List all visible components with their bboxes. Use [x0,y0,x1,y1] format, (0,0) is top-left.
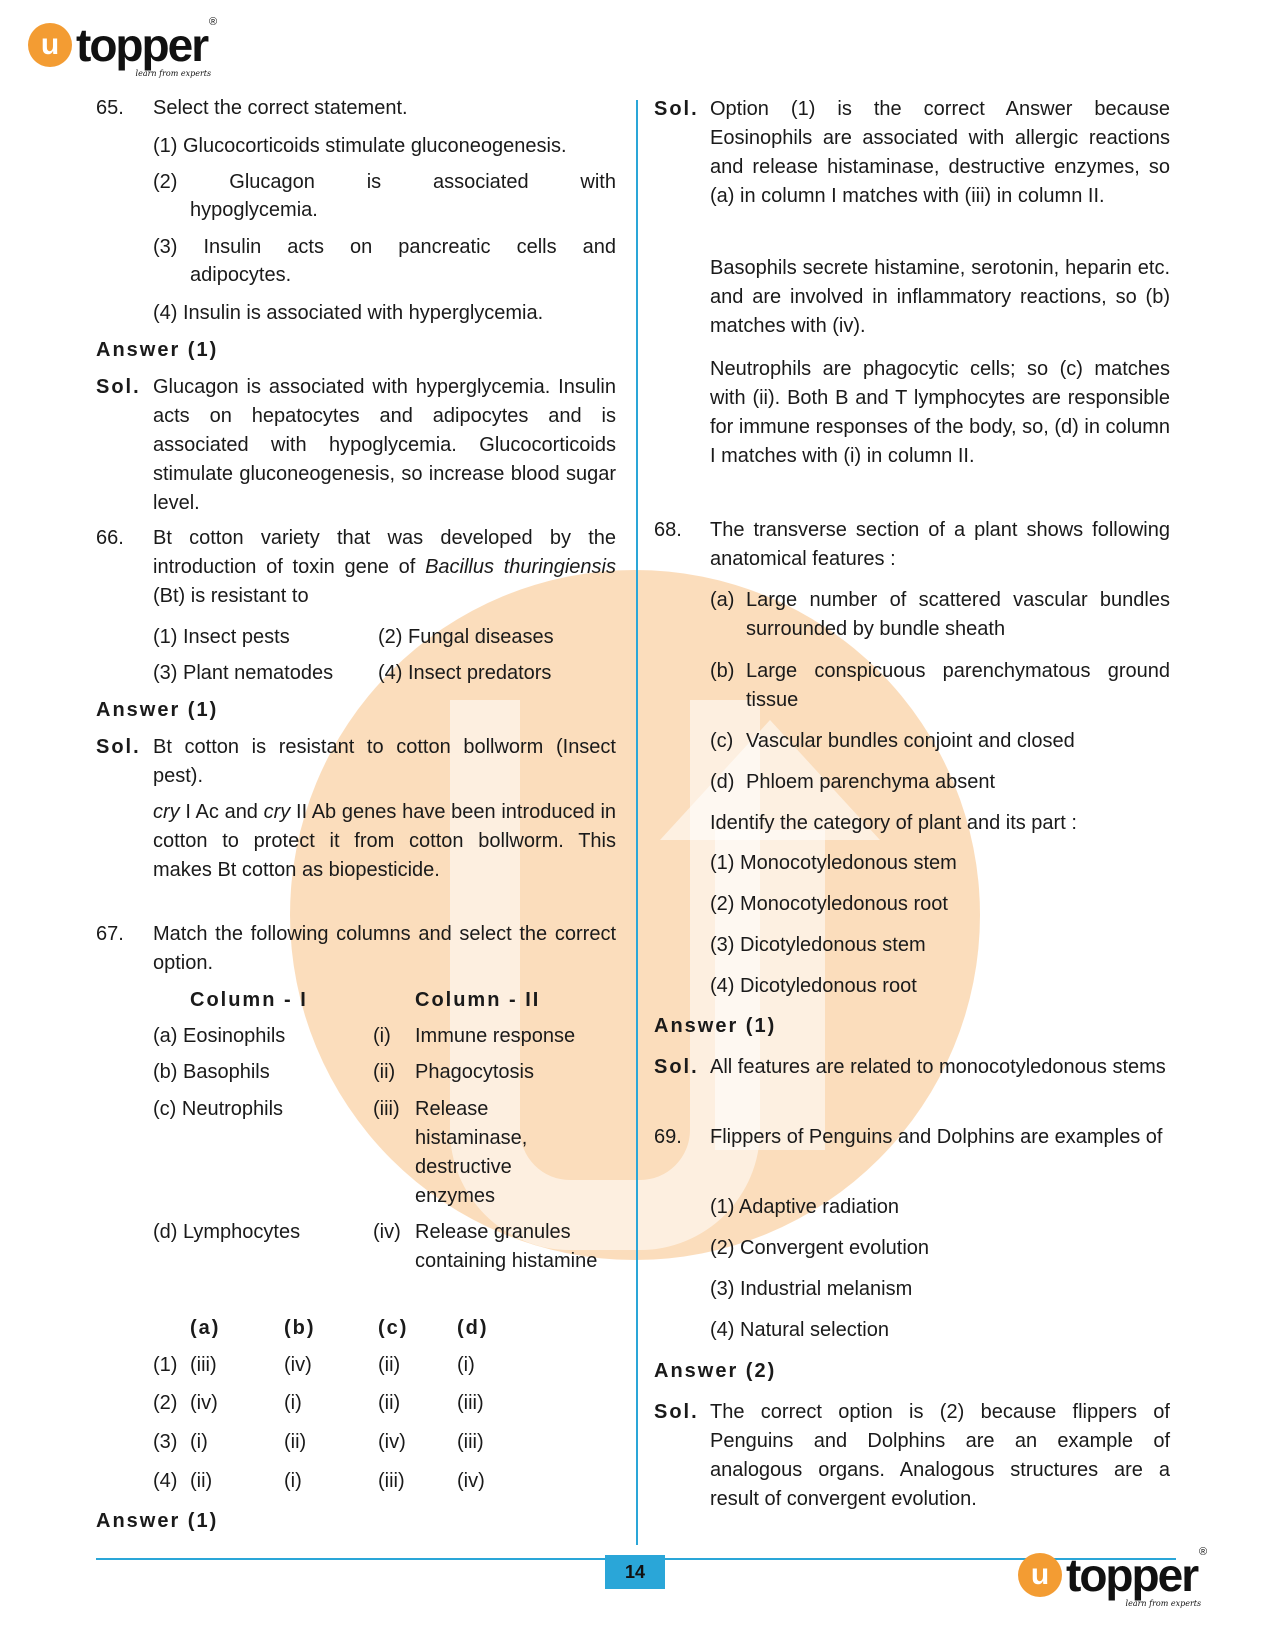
right-column [638,0,1275,1540]
q69-option-4: (4) Natural selection [710,1319,889,1341]
q67-row-d-right: Release granules containing histamine [415,1221,598,1272]
left-column [0,0,636,1540]
q67-opt2-c: (ii) [378,1392,401,1414]
q66-answer: Answer (1) [96,699,219,721]
page-number: 14 [605,1555,665,1589]
q66-number: 66. [96,527,124,549]
q68-question: The transverse section of a plant shows following anatomical features : [710,519,1170,570]
q68-feature-c-label: (c) [710,730,734,752]
footer-logo-tagline: learn from experts [1125,1599,1202,1608]
q67-opt-header-a: (a) [190,1317,221,1339]
q66-solution-2 [153,798,616,885]
q69-answer: Answer (2) [654,1360,777,1382]
q69-number: 69. [654,1126,682,1148]
q67-opt3-b: (ii) [284,1431,307,1453]
q65-question: Select the correct statement. [153,97,408,119]
q66-option-1: (1) Insect pests [153,626,290,648]
q66-cry-1: cry [153,801,180,823]
q67-opt4-b: (i) [284,1470,302,1492]
q66-question-part2: (Bt) is resistant to [153,585,309,607]
q65-option-2-line1: (2) Glucagon is associated with [153,171,616,193]
q66-species: Bacillus thuringiensis [425,556,616,578]
q69-option-2: (2) Convergent evolution [710,1237,930,1259]
q67-row-b-left: (b) Basophils [153,1061,270,1083]
q68-feature-d-label: (d) [710,771,735,793]
logo-registered-mark: ® [209,16,218,28]
q67-opt4-num: (4) [153,1470,178,1492]
q66-solution-1: Bt cotton is resistant to cotton bollworm (Insect pest). [153,736,616,787]
q67-row-d-roman: (iv) [373,1221,401,1243]
q67-opt1-num: (1) [153,1354,178,1376]
q68-option-4: (4) Dicotyledonous root [710,975,917,997]
q68-feature-c: Vascular bundles conjoint and closed [746,730,1075,752]
q69-option-3: (3) Industrial melanism [710,1278,913,1300]
footer-logo-u-icon: u [1018,1553,1062,1597]
q68-feature-a-label: (a) [710,589,735,611]
q69-option-1: (1) Adaptive radiation [710,1196,900,1218]
q65-solution: Glucagon is associated with hyperglycemia. Insulin acts on hepatocytes and adipocytes and is associated with hypoglycemia. Glucocorticoids stimulate gluconeogenesis, so increase blood sugar level. [153,376,616,514]
q67-sol-label: Sol. [654,98,699,120]
q67-opt-header-d: (d) [457,1317,489,1339]
q66-cry-2: cry [263,801,291,823]
q67-row-d-left: (d) Lymphocytes [153,1221,301,1243]
q65-answer: Answer (1) [96,339,219,361]
q65-option-2-line2: hypoglycemia. [190,199,318,221]
q68-sol-label: Sol. [654,1056,699,1078]
q67-opt2-b: (i) [284,1392,302,1414]
q67-opt2-d: (iii) [457,1392,484,1414]
q66-sol2-part2: II Ab genes have been introduced in cotton to protect it from cotton bollworm. This makes Bt cotton as biopesticide. [153,801,617,881]
q66-sol-label: Sol. [96,736,141,758]
q68-feature-b-label: (b) [710,660,735,682]
q66-option-3: (3) Plant nematodes [153,662,334,684]
q67-opt4-a: (ii) [190,1470,213,1492]
q66-question-part1: Bt cotton variety that was developed by the introduction of toxin gene of [153,527,616,578]
q68-option-2: (2) Monocotyledonous root [710,893,948,915]
q65-option-3-line2: adipocytes. [190,264,292,286]
logo-u-icon: u [28,23,72,67]
q67-row-a-left: (a) Eosinophils [153,1025,286,1047]
q67-row-b-right: Phagocytosis [415,1061,534,1083]
q67-opt3-c: (iv) [378,1431,406,1453]
q67-opt3-num: (3) [153,1431,178,1453]
q67-solution-3: Neutrophils are phagocytic cells; so (c) matches with (ii). Both B and T lymphocytes are responsible for immune responses of the body, so, (d) in column I matches with (i) in column II. [710,358,1170,467]
q67-row-c-left: (c) Neutrophils [153,1098,284,1120]
q67-opt3-d: (iii) [457,1431,484,1453]
q67-answer: Answer (1) [96,1510,219,1532]
q68-feature-b: Large conspicuous parenchymatous ground tissue [746,660,1170,711]
q65-option-2 [153,168,616,197]
q67-row-c-roman: (iii) [373,1098,400,1120]
q68-solution: All features are related to monocotyledonous stems [710,1056,1166,1078]
q65-sol-label: Sol. [96,376,141,398]
q67-opt-header-c: (c) [378,1317,409,1339]
footer-logo-name: topper [1066,1549,1198,1601]
q67-row-a-roman: (i) [373,1025,391,1047]
logo-name: topper [76,19,208,71]
q69-sol-label: Sol. [654,1401,699,1423]
q65-option-1: (1) Glucocorticoids stimulate gluconeogenesis. [153,135,567,157]
q67-solution-2: Basophils secrete histamine, serotonin, heparin etc. and are involved in inflammatory reactions, so (b) matches with (iv). [710,257,1170,337]
q67-opt1-c: (ii) [378,1354,401,1376]
q67-solution-1: Option (1) is the correct Answer because Eosinophils are associated with allergic reactions and release histaminase, destructive enzymes, so (a) in column I matches with (iii) in column II. [710,98,1170,207]
logo-tagline: learn from experts [135,69,212,78]
q67-opt4-c: (iii) [378,1470,405,1492]
q67-question: Match the following columns and select the correct option. [153,923,616,974]
q68-ask: Identify the category of plant and its part : [710,812,1077,834]
q66-option-2: (2) Fungal diseases [378,626,554,648]
q67-opt1-d: (i) [457,1354,475,1376]
q65-number: 65. [96,97,124,119]
q68-number: 68. [654,519,682,541]
q69-solution: The correct option is (2) because flippers of Penguins and Dolphins are an example of analogous organs. Analogous structures are a result of convergent evolution. [710,1401,1170,1510]
q67-opt2-num: (2) [153,1392,178,1414]
q67-opt3-a: (i) [190,1431,208,1453]
q67-opt1-b: (iv) [284,1354,312,1376]
footer-logo-wordmark [1066,1546,1208,1608]
q67-row-c-right: Release histaminase, destructive enzymes [415,1098,528,1207]
q67-opt-header-b: (b) [284,1317,316,1339]
q67-row-b-roman: (ii) [373,1061,396,1083]
footer-logo-registered-mark: ® [1199,1546,1208,1558]
q67-col1-header: Column - I [190,989,308,1011]
q68-feature-a: Large number of scattered vascular bundles surrounded by bundle sheath [746,589,1170,640]
q68-answer: Answer (1) [654,1015,777,1037]
q66-question [153,524,616,611]
q67-opt1-a: (iii) [190,1354,217,1376]
q65-option-4: (4) Insulin is associated with hyperglycemia. [153,302,544,324]
q67-col2-header: Column - II [415,989,541,1011]
footer-logo[interactable] [1018,1546,1208,1608]
q65-option-3: (3) Insulin acts on pancreatic cells and [153,236,616,258]
q67-opt4-d: (iv) [457,1470,485,1492]
q66-option-4: (4) Insect predators [378,662,552,684]
q68-feature-d: Phloem parenchyma absent [746,771,996,793]
q68-option-3: (3) Dicotyledonous stem [710,934,926,956]
q68-option-1: (1) Monocotyledonous stem [710,852,957,874]
q67-number: 67. [96,923,124,945]
q67-opt2-a: (iv) [190,1392,218,1414]
q69-question: Flippers of Penguins and Dolphins are examples of [710,1126,1163,1148]
q67-row-a-right: Immune response [415,1025,576,1047]
q66-sol2-part1: I Ac and [179,801,264,823]
